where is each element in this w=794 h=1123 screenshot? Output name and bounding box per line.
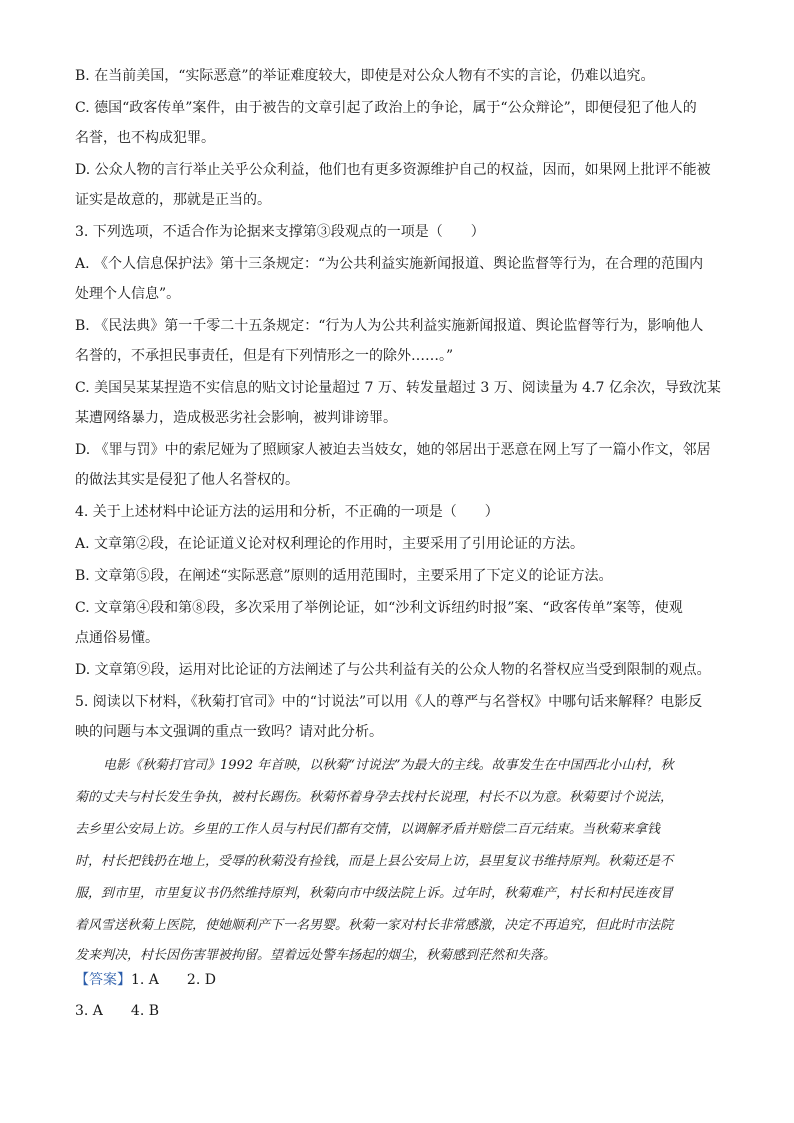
text-line: D. 文章第⑨段，运用对比论证的方法阐述了与公共利益有关的公众人物的名誉权应当受到限制的观点。: [75, 662, 711, 678]
passage-line: 着风雪送秋菊上医院，使她顺利产下一名男婴。秋菊一家对村长非常感激，决定不再追究，但此时市法院: [75, 918, 674, 933]
text-line: B. 文章第⑤段，在阐述“实际恶意”原则的适用范围时，主要采用了下定义的论证方法。: [75, 568, 613, 584]
text-line: B. 在当前美国，“实际恶意”的举证难度较大，即使是对公众人物有不实的言论，仍难以追究。: [75, 68, 655, 84]
passage-line: 时，村长把钱扔在地上，受辱的秋菊没有捡钱，而是上县公安局上访，县里复议书维持原判。秋菊还是不: [75, 854, 674, 869]
text-line: D. 《罪与罚》中的索尼娅为了照顾家人被迫去当妓女，她的邻居出于恶意在网上写了一篇小作文，邻居: [75, 442, 711, 458]
passage-line: 服，到市里，市里复议书仍然维持原判，秋菊向市中级法院上诉。过年时，秋菊难产，村长和村民连夜冒: [75, 886, 674, 901]
text-line: C. 德国“政客传单”案件，由于被告的文章引起了政治上的争论，属于“公众辩论”，即便侵犯了他人的: [75, 100, 697, 116]
text-line: 映的问题与本文强调的重点一致吗？请对此分析。: [75, 724, 383, 740]
text-line: B. 《民法典》第一千零二十五条规定：“行为人为公共利益实施新闻报道、舆论监督等行为，影响他人: [75, 318, 704, 334]
answer-line-2: [75, 1001, 159, 1021]
text-line: C. 文章第④段和第⑧段，多次采用了举例论证，如“沙利文诉纽约时报”案、“政客传单”案等，使观: [75, 600, 683, 616]
text-line: 的做法其实是侵犯了他人名誉权的。: [75, 472, 299, 488]
answer-values-1: 1. A 2. D: [131, 972, 216, 988]
text-line: 处理个人信息”。: [75, 286, 181, 302]
text-line: C. 美国吴某某捏造不实信息的贴文讨论量超过 7 万、转发量超过 3 万、阅读量为 4.7 亿余次，导致沈某: [75, 380, 721, 396]
text-line: 某遭网络暴力，造成极恶劣社会影响，被判诽谤罪。: [75, 410, 397, 426]
text-line: 名誉，也不构成犯罪。: [75, 130, 215, 146]
text-line: 证实是故意的，那就是正当的。: [75, 192, 271, 208]
passage-line: 电影《秋菊打官司》1992 年首映，以秋菊“讨说法”为最大的主线。故事发生在中国西北小山村，秋: [103, 758, 674, 773]
passage-line: 去乡里公安局上访。乡里的工作人员与村民们都有交情，以调解矛盾并赔偿二百元结束。当秋菊来拿钱: [75, 822, 661, 837]
text-line: D. 公众人物的言行举止关乎公众利益，他们也有更多资源维护自己的权益，因而，如果网上批评不能被: [75, 162, 711, 178]
text-line: 点通俗易懂。: [75, 630, 159, 646]
answer-line-1: [75, 970, 216, 990]
answer-tag: 【答案】: [75, 972, 131, 988]
text-line: 3. 下列选项，不适合作为论据来支撑第③段观点的一项是（ ）: [75, 224, 485, 240]
passage-line: 菊的丈夫与村长发生争执，被村长踢伤。秋菊怀着身孕去找村长说理，村长不以为意。秋菊要讨个说法，: [75, 790, 674, 805]
passage-line: 发来判决，村长因伤害罪被拘留。望着远处警车扬起的烟尘，秋菊感到茫然和失落。: [75, 948, 557, 963]
answer-values-2: 3. A 4. B: [75, 1003, 160, 1019]
text-line: A. 文章第②段，在论证道义论对权利理论的作用时，主要采用了引用论证的方法。: [75, 536, 585, 552]
text-line: A. 《个人信息保护法》第十三条规定：“为公共利益实施新闻报道、舆论监督等行为，在合理的范围内: [75, 256, 704, 272]
text-line: 5. 阅读以下材料，《秋菊打官司》中的“讨说法”可以用《人的尊严与名誉权》中哪句话来解释？电影反: [75, 694, 703, 710]
text-line: 名誉的，不承担民事责任，但是有下列情形之一的除外……。”: [75, 348, 454, 364]
text-line: 4. 关于上述材料中论证方法的运用和分析，不正确的一项是（ ）: [75, 504, 499, 520]
